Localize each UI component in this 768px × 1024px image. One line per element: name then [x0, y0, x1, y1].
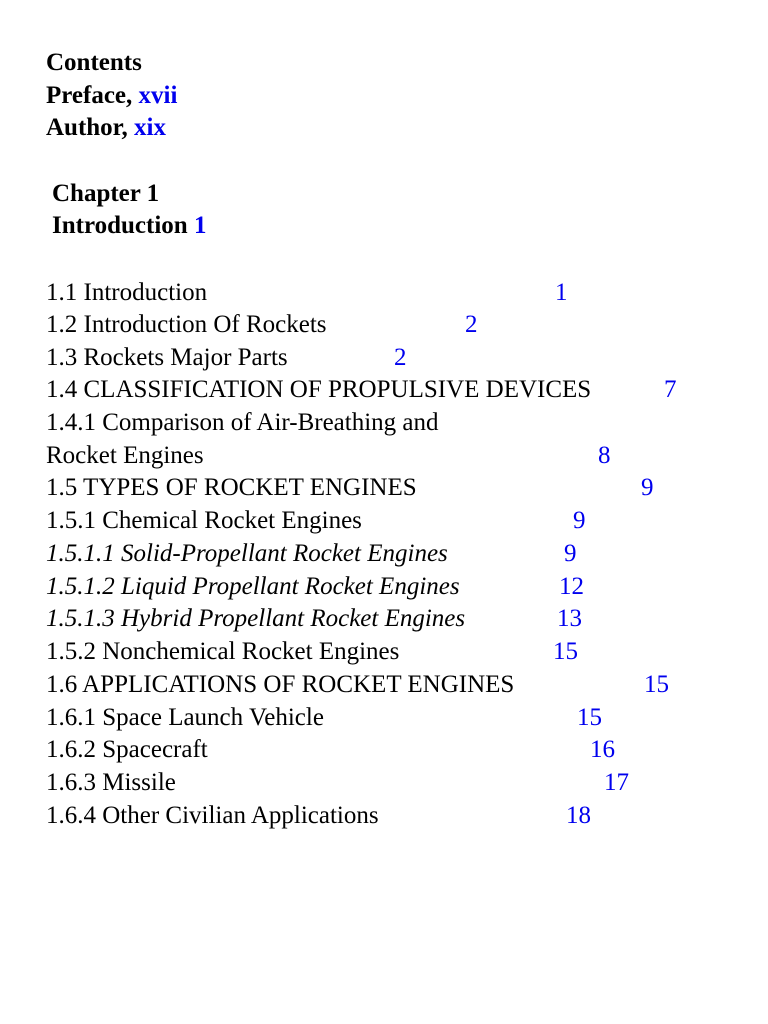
preface-label: Preface,: [46, 82, 133, 109]
toc-entry-1-6-3: [46, 767, 176, 799]
toc-entry-title: 1.6 APPLICATIONS OF ROCKET ENGINES: [46, 671, 515, 698]
toc-page-link[interactable]: 8: [598, 442, 611, 469]
toc-entry-title: 1.3 Rockets Major Parts: [46, 344, 288, 371]
toc-entry-title: Rocket Engines: [46, 442, 204, 469]
toc-page-link[interactable]: 12: [559, 573, 584, 600]
toc-page-link[interactable]: 13: [557, 605, 582, 632]
toc-entry-1-5-1: [46, 505, 362, 537]
toc-entry-1-5: [46, 472, 417, 504]
toc-page-link[interactable]: 9: [573, 507, 586, 534]
toc-entry-title: 1.5.1.3 Hybrid Propellant Rocket Engines: [46, 605, 466, 632]
chapter-title: Introduction: [52, 212, 188, 239]
preface-entry: [46, 80, 177, 112]
author-entry: [46, 112, 166, 144]
toc-entry-title: 1.2 Introduction Of Rockets: [46, 311, 327, 338]
toc-entry-1-4: [46, 374, 591, 406]
toc-entry-title: 1.6.2 Spacecraft: [46, 736, 208, 763]
toc-entry-title: 1.1 Introduction: [46, 279, 208, 306]
toc-entry-1-5-1-3: [46, 603, 465, 635]
toc-page-link[interactable]: 7: [664, 376, 677, 403]
toc-entry-title: 1.6.1 Space Launch Vehicle: [46, 704, 324, 731]
toc-page-link[interactable]: 15: [553, 638, 578, 665]
chapter-number-text: Chapter 1: [52, 180, 160, 207]
toc-entry-1-5-1-2: [46, 571, 460, 603]
toc-entry-1-2: [46, 309, 327, 341]
toc-entry-1-6-2: [46, 734, 208, 766]
contents-heading-text: Contents: [46, 49, 142, 76]
toc-page-link[interactable]: 1: [555, 279, 568, 306]
author-label: Author,: [46, 114, 128, 141]
toc-page-link[interactable]: 2: [394, 344, 407, 371]
toc-page-link[interactable]: 2: [465, 311, 478, 338]
toc-page-link[interactable]: 17: [604, 769, 629, 796]
toc-page-link[interactable]: 15: [644, 671, 669, 698]
chapter-title-entry: [52, 210, 206, 242]
toc-entry-1-6-4: [46, 800, 379, 832]
toc-entry-title: 1.5.1.2 Liquid Propellant Rocket Engines: [46, 573, 460, 600]
toc-entry-1-4-1: [46, 407, 439, 439]
author-page-link[interactable]: xix: [134, 114, 166, 141]
toc-entry-title: 1.4.1 Comparison of Air-Breathing and: [46, 409, 439, 436]
toc-entry-title: 1.4 CLASSIFICATION OF PROPULSIVE DEVICES: [46, 376, 592, 403]
preface-page-link[interactable]: xvii: [138, 82, 178, 109]
toc-entry-title: 1.5 TYPES OF ROCKET ENGINES: [46, 474, 417, 501]
toc-entry-title: 1.6.3 Missile: [46, 769, 176, 796]
toc-page-link[interactable]: 9: [641, 474, 654, 501]
toc-entry-1-1: [46, 277, 207, 309]
toc-entry-1-5-1-1: [46, 538, 448, 570]
toc-page-link[interactable]: 16: [590, 736, 615, 763]
contents-heading: [46, 47, 142, 79]
toc-page-link[interactable]: 15: [577, 704, 602, 731]
toc-entry-1-6: [46, 669, 514, 701]
chapter-page-link[interactable]: 1: [193, 212, 207, 239]
toc-page-link[interactable]: 18: [566, 802, 591, 829]
toc-entry-title: 1.5.1.1 Solid-Propellant Rocket Engines: [46, 540, 448, 567]
toc-entry-1-3: [46, 342, 288, 374]
toc-entry-title: 1.5.1 Chemical Rocket Engines: [46, 507, 362, 534]
chapter-number: [52, 178, 159, 210]
toc-entry-title: 1.6.4 Other Civilian Applications: [46, 802, 379, 829]
toc-entry-1-5-2: [46, 636, 399, 668]
toc-entry-1-4-1-continued: [46, 440, 204, 472]
toc-page-link[interactable]: 9: [564, 540, 577, 567]
toc-entry-1-6-1: [46, 702, 324, 734]
toc-entry-title: 1.5.2 Nonchemical Rocket Engines: [46, 638, 400, 665]
